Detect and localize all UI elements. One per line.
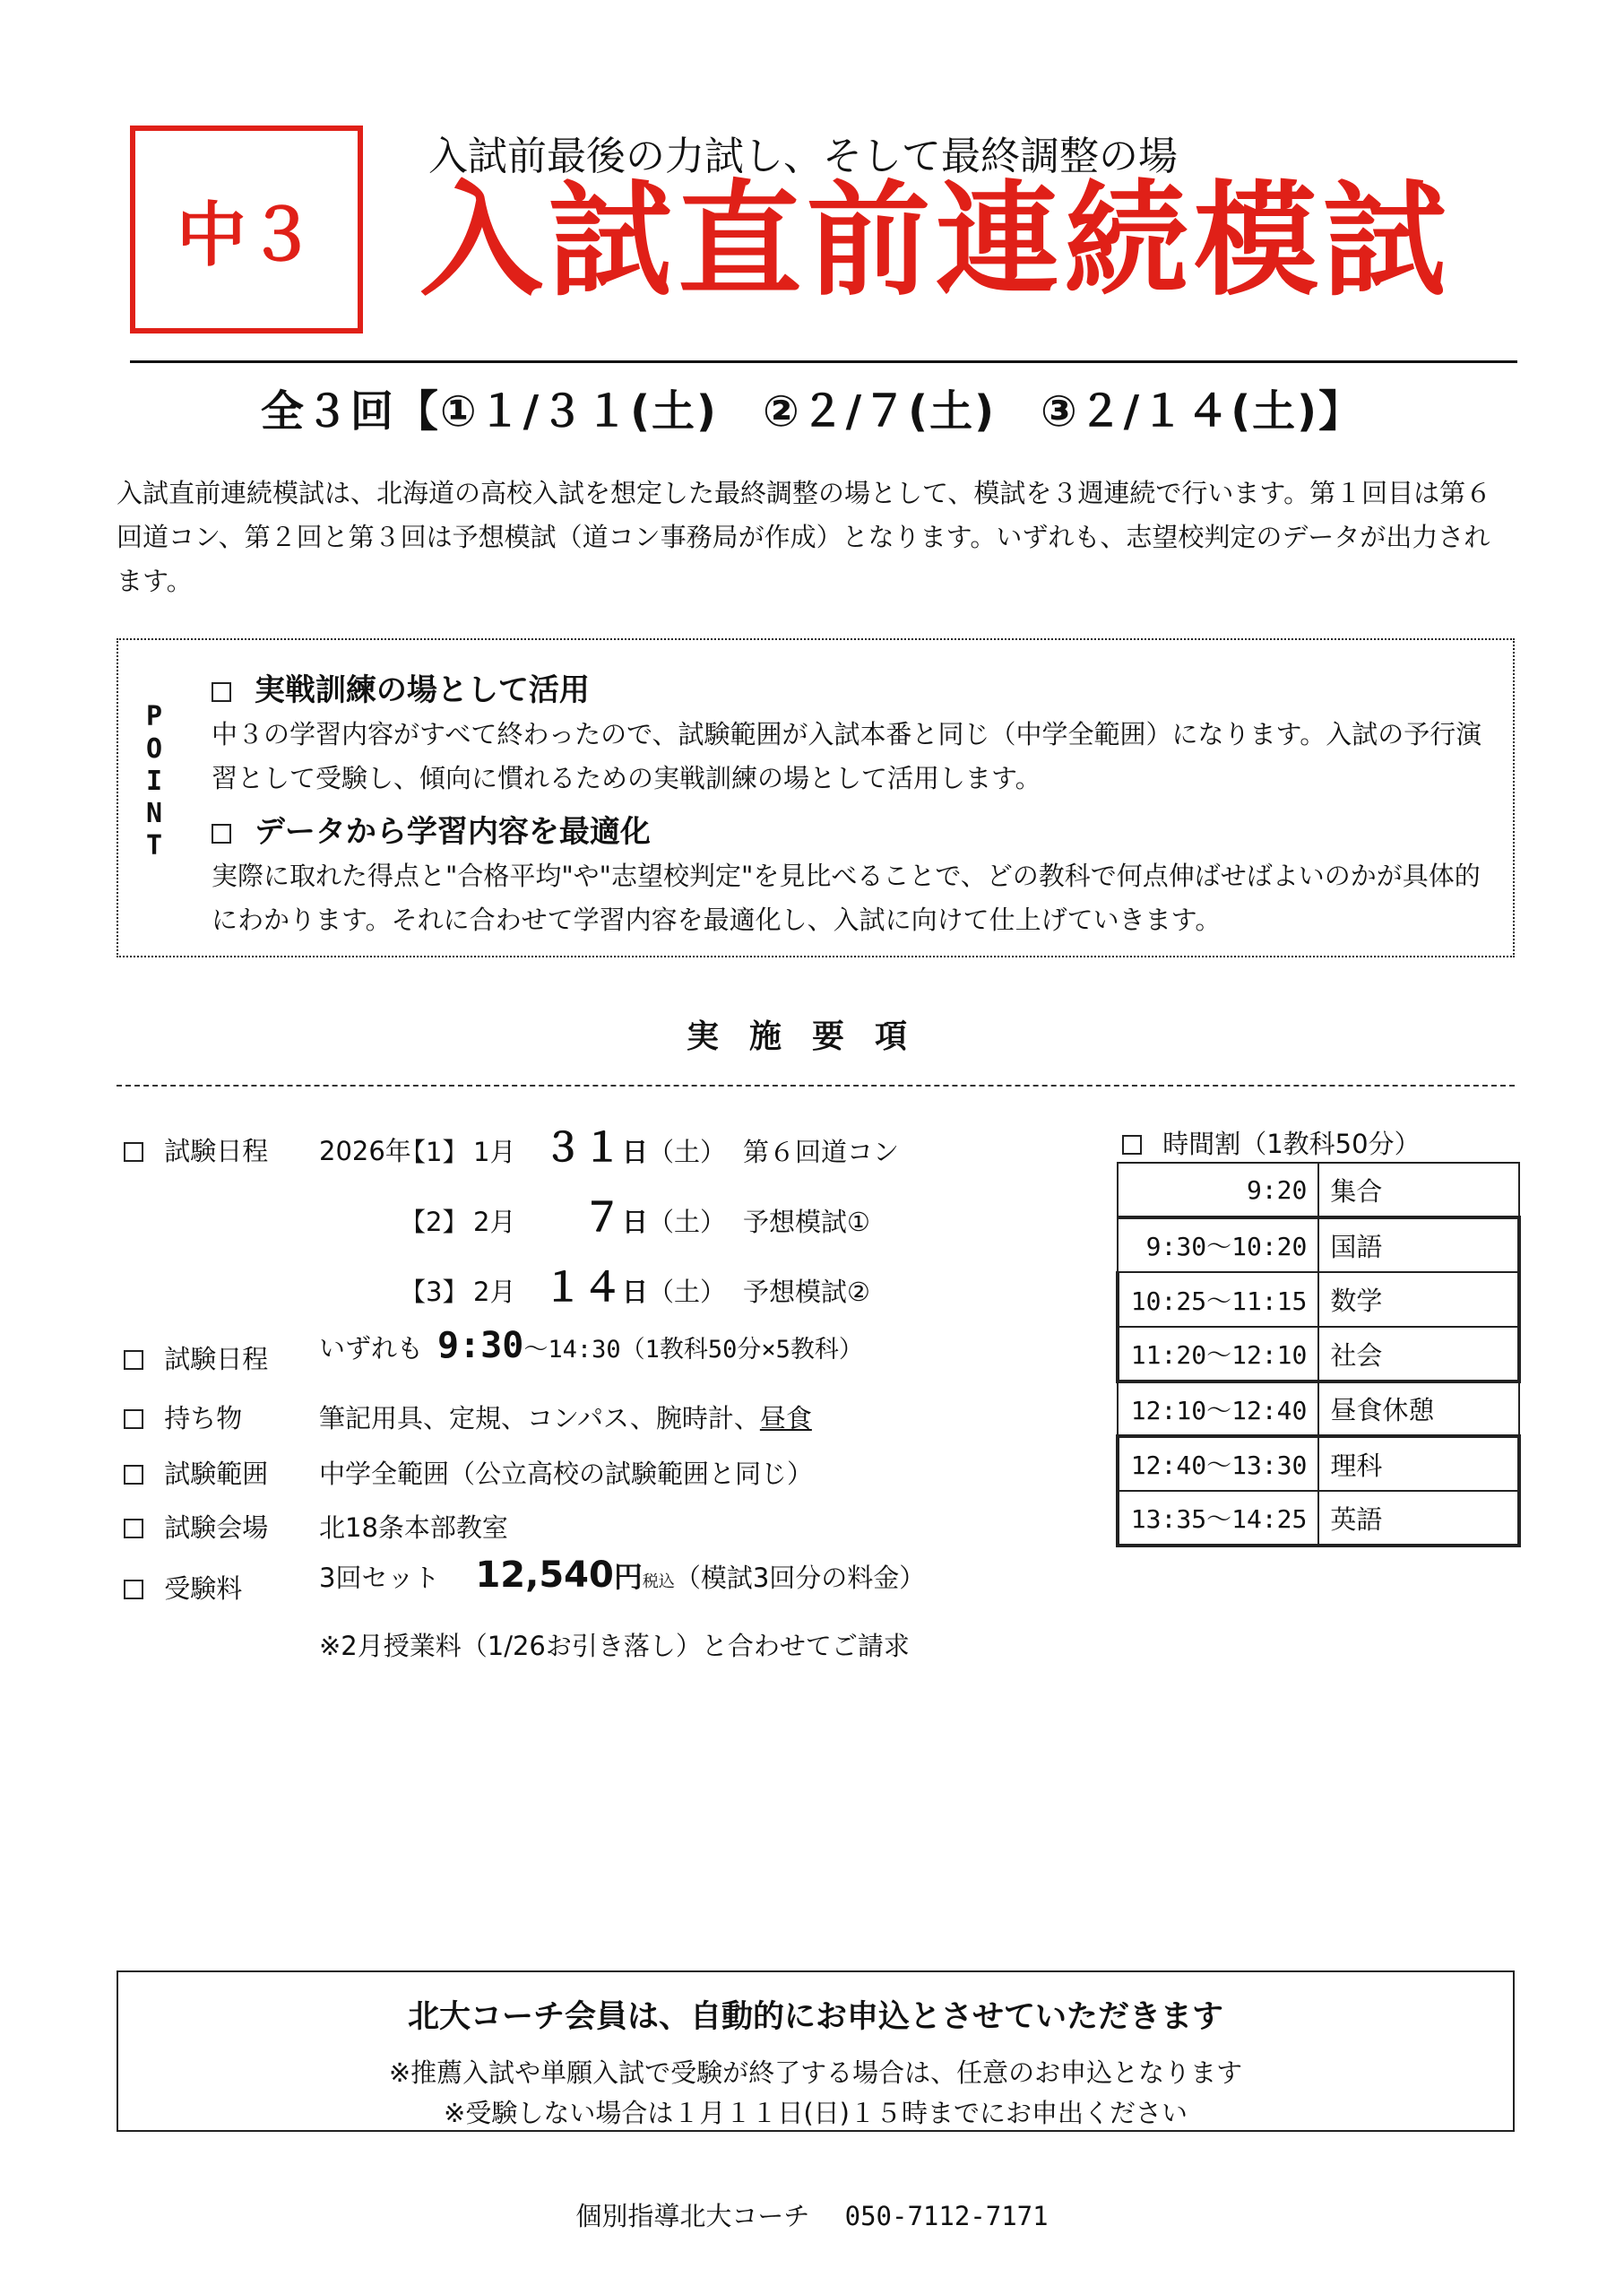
timetable-time: 9:20: [1118, 1163, 1318, 1217]
table-row: [1118, 1217, 1519, 1272]
session-day: １４: [543, 1265, 622, 1311]
timetable-time: 12:40～13:30: [1118, 1436, 1318, 1491]
footer: [0, 2196, 1624, 2233]
notice-line: ※受験しない場合は１月１１日(日)１５時までにお申出ください: [444, 2098, 1188, 2128]
table-row: [1118, 1163, 1519, 1217]
page-title: 入試直前連続模試: [419, 169, 1453, 313]
items-row-label: 持ち物: [124, 1399, 242, 1435]
timetable-time: 9:30～10:20: [1118, 1217, 1318, 1272]
venue-row-label: 試験会場: [124, 1508, 268, 1545]
table-row: [1118, 1436, 1519, 1491]
header-divider: [130, 360, 1517, 363]
point-label: [142, 701, 167, 862]
table-row: [1118, 1272, 1519, 1327]
venue-row-value: 北18条本部教室: [319, 1512, 508, 1543]
point-letter: I: [145, 766, 163, 797]
point-item-1: [212, 665, 1484, 801]
timetable-time: 12:10～12:40: [1118, 1381, 1318, 1436]
checkbox-icon: [212, 682, 231, 702]
time-row-value: いずれも 9:30 ～14:30（1教科50分×5教科）: [319, 1325, 863, 1366]
point-body: 実際に取れた得点と"合格平均"や"志望校判定"を見比べることで、どの教科で何点伸ばせばよいのかが具体的にわかります。それに合わせて学習内容を最適化し、入試に向けて仕上げていきます。: [212, 861, 1481, 935]
timetable-subject: 理科: [1318, 1436, 1519, 1491]
point-body: 中３の学習内容がすべて終わったので、試験範囲が入試本番と同じ（中学全範囲）になります。入試の予行演習として受験し、傾向に慣れるための実戦訓練の場として活用します。: [212, 719, 1482, 793]
timetable-subject: 集合: [1318, 1163, 1519, 1217]
checkbox-icon: [124, 1350, 143, 1370]
section-divider: [117, 1085, 1515, 1087]
session-row: 【2】 2月 ７ 日 （土） 予想模試①: [400, 1185, 870, 1239]
checkbox-icon: [212, 824, 231, 844]
notice-heading: 北大コーチ会員は、自動的にお申込とさせていただきます: [407, 1999, 1223, 2035]
fee-row-value: 3回セット 12,540 円 税込 （模試3回分の料金）: [319, 1555, 926, 1596]
timetable-time: 13:35～14:25: [1118, 1491, 1318, 1546]
session-name: 予想模試①: [743, 1207, 871, 1237]
session-day: ３１: [543, 1125, 622, 1171]
subtitle: 入試前最後の力試し、そして最終調整の場: [428, 134, 1178, 179]
grade-badge: [130, 126, 363, 333]
start-time: 9:30: [437, 1325, 524, 1366]
point-heading: データから学習内容を最適化: [212, 807, 1484, 851]
point-letter: T: [145, 830, 163, 862]
timetable-table: [1116, 1162, 1521, 1547]
exam-dates: 全３回【①１/３１(土) ②２/７(土) ③２/１４(土)】: [260, 386, 1364, 437]
section-title: 実施要項: [686, 1018, 937, 1055]
timetable: [1116, 1162, 1521, 1547]
schedule-row: 試験日程: [124, 1131, 268, 1168]
lunch-item: 昼食: [759, 1403, 812, 1433]
grade-badge-text: 中３: [176, 195, 316, 276]
checkbox-icon: [124, 1580, 143, 1599]
timetable-subject: 社会: [1318, 1327, 1519, 1381]
point-item-2: [212, 807, 1484, 942]
timetable-time: 11:20～12:10: [1118, 1327, 1318, 1381]
timetable-label: 時間割（1教科50分）: [1122, 1124, 1421, 1161]
notice-line: ※推薦入試や単願入試で受験が終了する場合は、任意のお申込となります: [388, 2057, 1243, 2088]
timetable-subject: 数学: [1318, 1272, 1519, 1327]
session-name: 予想模試②: [743, 1277, 871, 1307]
items-row-value: 筆記用具、定規、コンパス、腕時計、昼食: [319, 1403, 812, 1433]
timetable-subject: 昼食休憩: [1318, 1381, 1519, 1436]
timetable-time: 10:25～11:15: [1118, 1272, 1318, 1327]
checkbox-icon: [124, 1409, 143, 1429]
point-letter: P: [145, 701, 163, 732]
point-letter: N: [145, 798, 163, 829]
time-row-label: 試験日程: [124, 1339, 268, 1376]
session-row: 【1】 1月 ３１ 日 （土） 第６回道コン: [400, 1115, 899, 1169]
timetable-subject: 英語: [1318, 1491, 1519, 1546]
session-row: 【3】 2月 １４ 日 （土） 予想模試②: [400, 1255, 870, 1309]
checkbox-icon: [124, 1519, 143, 1538]
table-row: [1118, 1491, 1519, 1546]
table-row: [1118, 1327, 1519, 1381]
table-row: [1118, 1381, 1519, 1436]
schedule-year: 2026年: [319, 1136, 411, 1166]
school-name: 個別指導北大コーチ: [575, 2201, 810, 2231]
checkbox-icon: [124, 1465, 143, 1485]
billing-note: ※2月授業料（1/26お引き落し）と合わせてご請求: [319, 1631, 910, 1661]
fee-row-label: 受験料: [124, 1569, 242, 1606]
checkbox-icon: [1122, 1135, 1142, 1155]
timetable-subject: 国語: [1318, 1217, 1519, 1272]
fee-amount: 12,540: [475, 1555, 614, 1596]
range-row-label: 試験範囲: [124, 1454, 268, 1491]
range-row-value: 中学全範囲（公立高校の試験範囲と同じ）: [319, 1459, 814, 1489]
intro-paragraph: 入試直前連続模試は、北海道の高校入試を想定した最終調整の場として、模試を３週連続で行います。第１回目は第６回道コン、第２回と第３回は予想模試（道コン事務局が作成）となります。いずれも、志望校判定のデータが出力されます。: [117, 478, 1492, 596]
point-heading: 実戦訓練の場として活用: [212, 665, 1484, 709]
phone-number: 050-7112-7171: [844, 2201, 1049, 2231]
point-letter: O: [145, 733, 163, 765]
notice-box: [117, 1970, 1515, 2132]
session-name: 第６回道コン: [743, 1137, 900, 1167]
checkbox-icon: [124, 1142, 143, 1162]
session-day: ７: [583, 1195, 622, 1241]
